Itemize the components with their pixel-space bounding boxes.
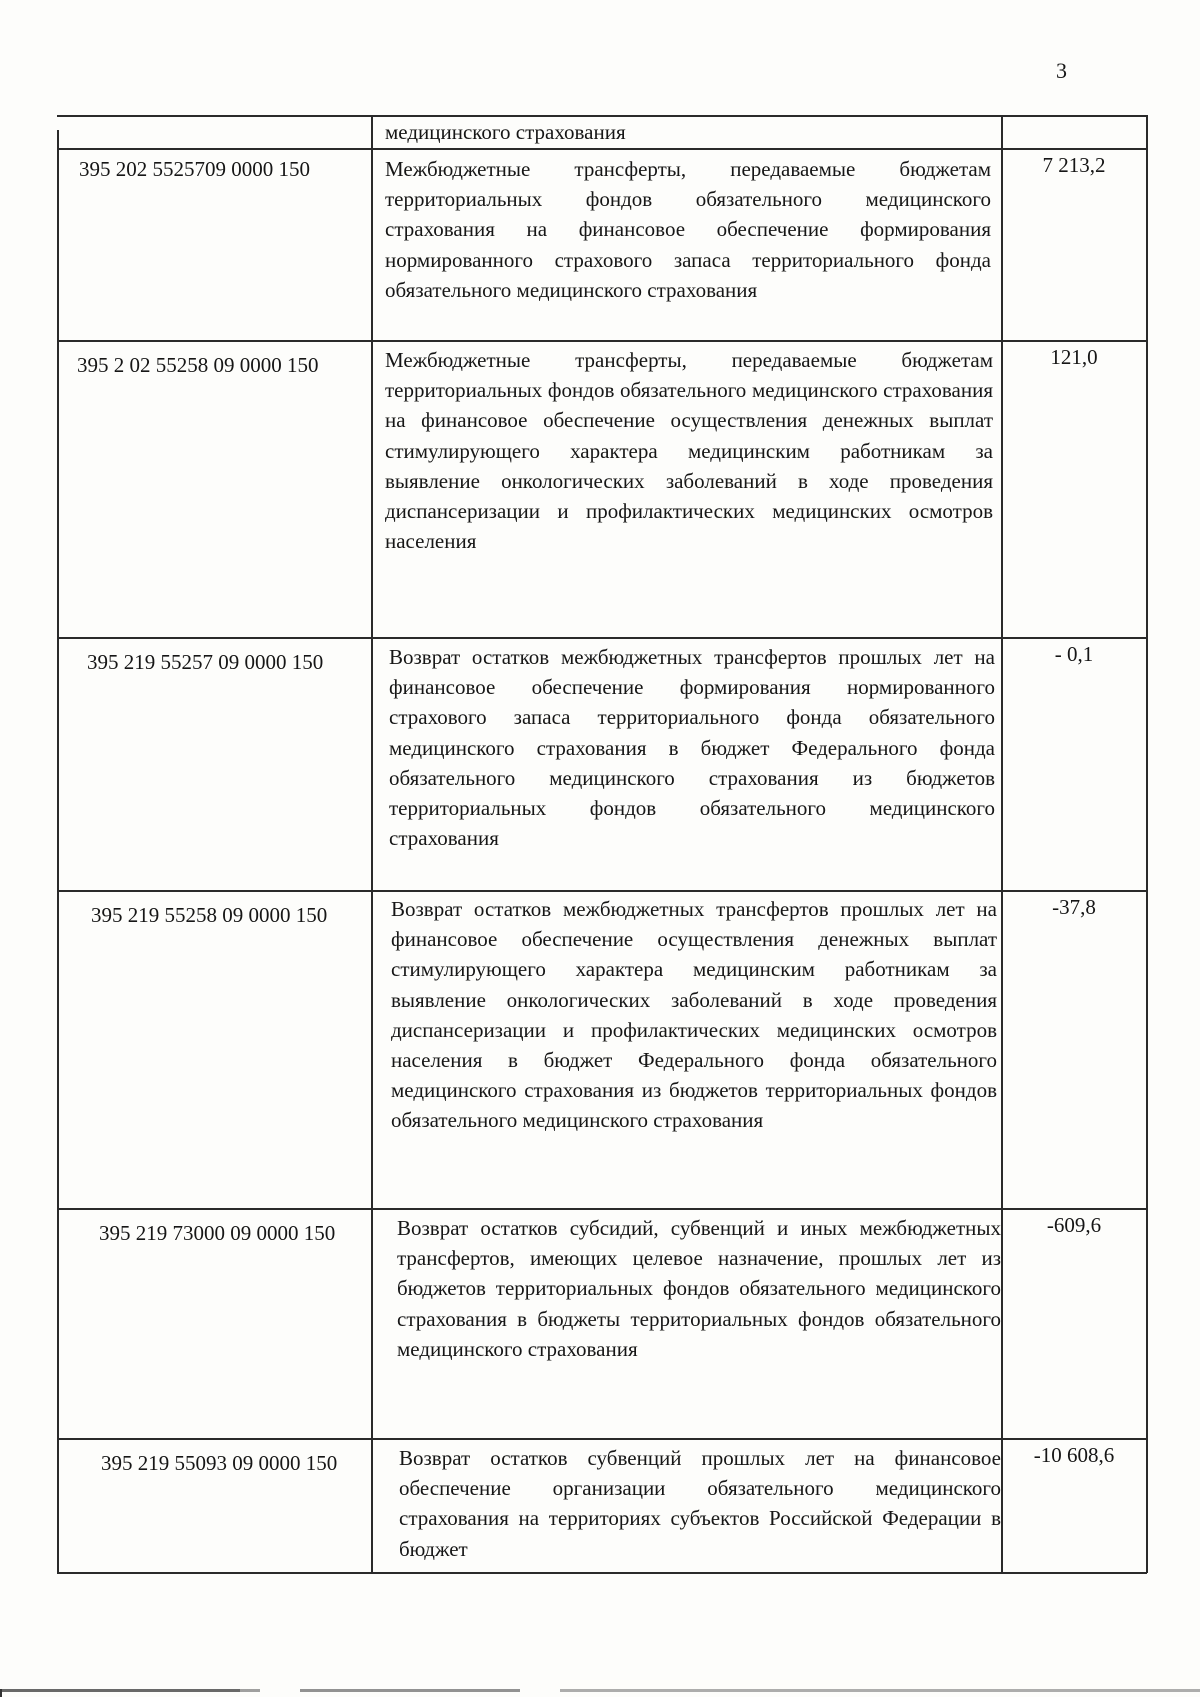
amount-value: -37,8: [1052, 895, 1096, 919]
table-bottom-border: [57, 1572, 1147, 1574]
description-text: Возврат остатков межбюджетных трансфертов прошлых лет на финансовое обеспечение осуществления денежных выплат стимулирующего характера медицинским работникам за выявление онкологических заболеваний в ходе проведения диспансеризации и профилактических медицинских осмотров населения в бюджет Федерального фонда обязательного медицинского страхования из бюджетов территориальных фондов обязательного медицинского страхования: [391, 897, 997, 1133]
scan-artifact-corner: [0, 1689, 2, 1697]
amount-value: 7 213,2: [1042, 153, 1106, 177]
description-text: медицинского страхования: [385, 120, 626, 144]
table-row: [57, 1438, 1147, 1572]
column-divider-code: [371, 115, 373, 1573]
table-row: [57, 637, 1147, 890]
amount-value: 121,0: [1050, 345, 1098, 369]
budget-code: 395 219 55093 09 0000 150: [101, 1451, 338, 1475]
table-left-border: [57, 130, 59, 1573]
description-text: Возврат остатков субвенций прошлых лет на финансовое обеспечение организации обязательного медицинского страхования на территориях субъектов Российской Федерации в бюджет: [399, 1446, 1001, 1561]
description-text: Возврат остатков субсидий, субвенций и иных межбюджетных трансфертов, имеющих целевое назначение, прошлых лет из бюджетов территориальных фондов обязательного медицинского страхования в бюджеты территориальных фондов обязательного медицинского страхования: [397, 1216, 1001, 1361]
description-text: Возврат остатков межбюджетных трансфертов прошлых лет на финансовое обеспечение формирования нормированного страхового запаса территориального фонда обязательного медицинского страхования в бюджет Федерального фонда обязательного медицинского страхования из бюджетов территориальных фондов обязательного медицинского страхования: [389, 645, 995, 851]
budget-code: 395 2 02 55258 09 0000 150: [77, 353, 319, 377]
table-row: [57, 148, 1147, 340]
table-right-border: [1146, 115, 1148, 1573]
budget-code: 395 219 55257 09 0000 150: [87, 650, 324, 674]
column-divider-amount: [1001, 115, 1003, 1573]
table-row: [57, 115, 1147, 148]
page-number: 3: [1056, 58, 1067, 83]
amount-value: -609,6: [1046, 1213, 1102, 1237]
amount-value: -10 608,6: [1033, 1443, 1115, 1467]
table-row: [57, 890, 1147, 1208]
budget-code: 395 219 73000 09 0000 150: [99, 1221, 336, 1245]
description-text: Межбюджетные трансферты, передаваемые бюджетам территориальных фондов обязательного медицинского страхования на финансовое обеспечение осуществления денежных выплат стимулирующего характера медицинским работникам за выявление онкологических заболеваний в ходе проведения диспансеризации и профилактических медицинских осмотров населения: [385, 348, 993, 554]
description-text: Межбюджетные трансферты, передаваемые бюджетам территориальных фондов обязательного медицинского страхования на финансовое обеспечение формирования нормированного страхового запаса территориального фонда обязательного медицинского страхования: [385, 157, 991, 302]
budget-code: 395 219 55258 09 0000 150: [91, 903, 328, 927]
table-row: [57, 340, 1147, 637]
table-row: [57, 1208, 1147, 1438]
amount-value: - 0,1: [1054, 642, 1094, 666]
budget-code: 395 202 5525709 0000 150: [79, 157, 310, 181]
scan-artifact-line: [0, 1689, 1200, 1692]
